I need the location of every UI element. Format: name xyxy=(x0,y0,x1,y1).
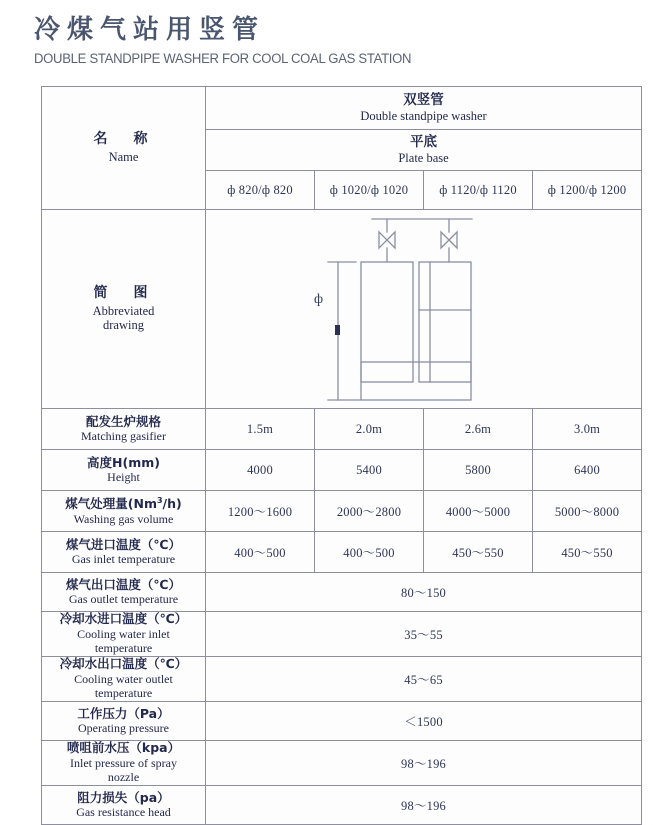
page-title-en: DOUBLE STANDPIPE WASHER FOR COOL COAL GAS STATION xyxy=(34,50,412,66)
drawing-label-en-line1: Abbreviated xyxy=(92,303,155,318)
cell-gas-inlet-temperature-c3: 450～550 xyxy=(424,532,533,573)
column-header-dia-1020: ф 1020/ф 1020 xyxy=(315,171,424,210)
row-label-cn: 高度H(mm) xyxy=(87,454,160,470)
standpipe-schematic-svg xyxy=(324,210,524,406)
group-header-plate-base xyxy=(206,130,642,171)
table-row-cooling-water-outlet xyxy=(42,657,642,702)
cell-height-c1: 4000 xyxy=(206,450,315,491)
row-label-en: Height xyxy=(107,470,140,485)
row-label-en2: nozzle xyxy=(107,770,140,785)
cell-gas-resistance-head-merged: 98～196 xyxy=(206,786,642,825)
row-label-cn: 煤气出口温度（℃） xyxy=(65,576,182,592)
drawing-label-cell xyxy=(42,210,206,409)
column-header-dia-820: ф 820/ф 820 xyxy=(206,171,315,210)
row-label-gas-resistance-head xyxy=(42,786,206,825)
valve-icon-left xyxy=(379,232,395,248)
abbreviated-drawing-row xyxy=(42,210,642,409)
row-label-operating-pressure xyxy=(42,702,206,741)
plate-base-cn: 平底 xyxy=(410,134,438,151)
table-row-spray-nozzle-pressure xyxy=(42,741,642,786)
table-header-row-1 xyxy=(42,87,642,130)
group-header-cn: 双竖管 xyxy=(403,92,444,109)
cell-matching-gasifier-c3: 2.6m xyxy=(424,409,533,450)
row-label-en: Inlet pressure of spray xyxy=(70,756,177,771)
row-label-washing-gas-volume xyxy=(42,491,206,532)
cell-cooling-water-outlet-merged: 45～65 xyxy=(206,657,642,702)
dimension-arrow-marker xyxy=(335,325,340,335)
row-label-cn: 煤气进口温度（℃） xyxy=(65,536,182,552)
table-row-gas-resistance-head xyxy=(42,786,642,825)
row-label-en2: temperature xyxy=(94,641,153,656)
cell-height-c2: 5400 xyxy=(315,450,424,491)
row-label-en: Gas resistance head xyxy=(76,805,171,820)
cell-spray-nozzle-pressure-merged: 98～196 xyxy=(206,741,642,786)
table-row-operating-pressure xyxy=(42,702,642,741)
group-header-double-standpipe xyxy=(206,87,642,130)
row-label-en: Cooling water inlet xyxy=(77,627,170,642)
cell-matching-gasifier-c1: 1.5m xyxy=(206,409,315,450)
row-label-cn: 冷却水出口温度（℃） xyxy=(59,656,188,672)
cell-cooling-water-inlet-merged: 35～55 xyxy=(206,612,642,657)
right-standpipe-body xyxy=(419,262,471,382)
table-row-matching-gasifier xyxy=(42,409,642,450)
group-header-en: Double standpipe washer xyxy=(360,108,487,123)
left-standpipe-body xyxy=(361,262,413,382)
cell-height-c3: 5800 xyxy=(424,450,533,491)
row-label-cn: 喷咀前水压（kpa） xyxy=(66,740,181,756)
row-label-cooling-water-inlet xyxy=(42,612,206,657)
row-label-gas-inlet-temperature xyxy=(42,532,206,573)
table-row-gas-outlet-temperature xyxy=(42,573,642,612)
row-label-cn: 工作压力（Pa） xyxy=(77,705,170,721)
column-header-dia-1200: ф 1200/ф 1200 xyxy=(533,171,642,210)
row-label-en: Matching gasifier xyxy=(81,429,166,444)
cell-operating-pressure-merged: ＜1500 xyxy=(206,702,642,741)
row-label-gas-outlet-temperature xyxy=(42,573,206,612)
row-label-cn: 冷却水进口温度（℃） xyxy=(59,611,188,627)
drawing-label-en-line2: drawing xyxy=(103,318,144,333)
phi-diameter-label: ф xyxy=(314,292,324,307)
row-label-matching-gasifier xyxy=(42,409,206,450)
row-label-cn: 配发生炉规格 xyxy=(85,413,161,429)
row-label-spray-nozzle-pressure xyxy=(42,741,206,786)
specification-table xyxy=(41,86,642,825)
table-row-washing-gas-volume xyxy=(42,491,642,532)
name-header-cn: 名 称 xyxy=(93,131,154,148)
column-header-dia-1120: ф 1120/ф 1120 xyxy=(424,171,533,210)
table-row-height xyxy=(42,450,642,491)
drawing-label-cn: 简 图 xyxy=(93,284,154,301)
cell-matching-gasifier-c4: 3.0m xyxy=(533,409,642,450)
row-label-en2: temperature xyxy=(94,686,153,701)
plate-base-en: Plate base xyxy=(398,150,449,165)
cell-washing-gas-volume-c3: 4000～5000 xyxy=(424,491,533,532)
page-header xyxy=(34,16,634,66)
row-label-en: Operating pressure xyxy=(78,721,169,736)
row-label-cn: 阻力损失（pa） xyxy=(77,789,170,805)
drawing-cell xyxy=(206,210,642,409)
row-label-en: Gas outlet temperature xyxy=(68,592,179,607)
cell-height-c4: 6400 xyxy=(533,450,642,491)
cell-gas-outlet-temperature-merged: 80～150 xyxy=(206,573,642,612)
cell-gas-inlet-temperature-c1: 400～500 xyxy=(206,532,315,573)
row-label-en: Cooling water outlet xyxy=(74,672,173,687)
cell-gas-inlet-temperature-c2: 400～500 xyxy=(315,532,424,573)
valve-icon-right xyxy=(441,232,457,248)
page-title-cn: 冷煤气站用竖管 xyxy=(34,15,266,45)
cell-washing-gas-volume-c2: 2000～2800 xyxy=(315,491,424,532)
row-label-height xyxy=(42,450,206,491)
row-label-cn: 煤气处理量(Nm$^3$/h) xyxy=(65,495,182,512)
cell-matching-gasifier-c2: 2.0m xyxy=(315,409,424,450)
row-label-en: Gas inlet temperature xyxy=(71,552,176,567)
cell-washing-gas-volume-c1: 1200～1600 xyxy=(206,491,315,532)
name-header-cell xyxy=(42,87,206,210)
cell-gas-inlet-temperature-c4: 450～550 xyxy=(533,532,642,573)
table-row-cooling-water-inlet xyxy=(42,612,642,657)
table-row-gas-inlet-temperature xyxy=(42,532,642,573)
bottom-chamber xyxy=(361,362,471,400)
name-header-en: Name xyxy=(108,149,139,164)
cell-washing-gas-volume-c4: 5000～8000 xyxy=(533,491,642,532)
row-label-en: Washing gas volume xyxy=(73,511,174,526)
standpipe-diagram xyxy=(206,210,641,408)
specification-table-wrapper xyxy=(41,86,641,820)
row-label-cooling-water-outlet xyxy=(42,657,206,702)
